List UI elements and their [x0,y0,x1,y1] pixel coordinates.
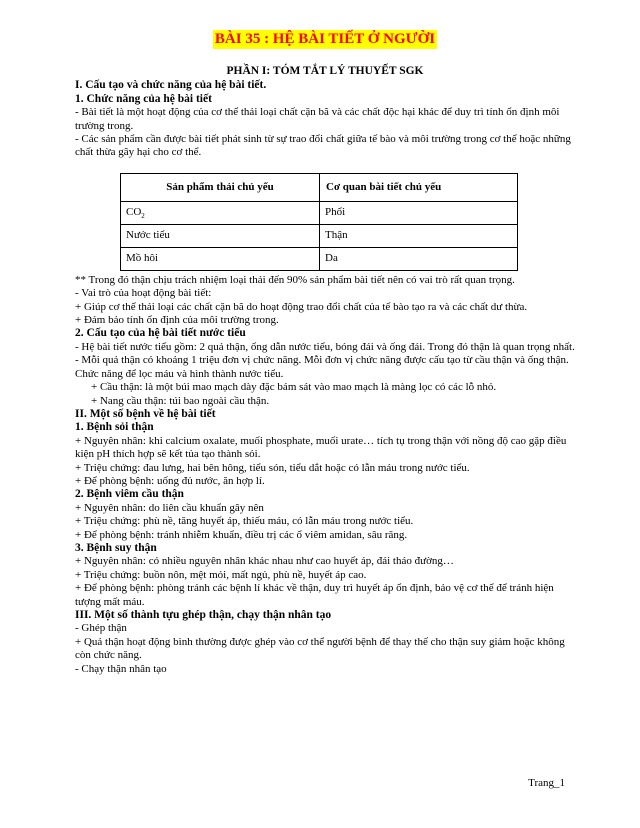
paragraph: - Bài tiết là một hoạt động của cơ thể thải loại chất cặn bã và các chất độc hại khác để duy trì tính ổn định môi trường trong. [75,106,560,132]
paragraph: + Nang cầu thận: túi bao ngoài cầu thận. [91,394,270,407]
table-cell: Thận [320,224,518,247]
paragraph: - Chạy thận nhân tạo [75,662,167,675]
section-heading-2: II. Một số bệnh về hệ bài tiết [75,407,216,420]
paragraph: + Cầu thận: là một búi mao mạch dày đặc bám sát vào mao mạch là màng lọc có các lỗ nhỏ. [91,381,497,394]
paragraph: - Ghép thận [75,622,127,635]
subsection-heading-2: 2. Cấu tạo của hệ bài tiết nước tiểu [75,327,246,340]
paragraph: + Nguyên nhân: khi calcium oxalate, muối phosphate, muối urate… tích tụ trong thận với nồng độ cao gặp điều kiện pH thích hợp sẽ kết tủa tạo thành sỏi. [75,434,567,461]
paragraph: + Để phòng bệnh: uống đủ nước, ăn hợp lí. [75,474,265,487]
subsection-heading-4: 2. Bệnh viêm cầu thận [75,488,184,501]
table-cell: Mồ hôi [121,247,320,270]
paragraph: + Triệu chứng: đau lưng, hai bên hông, tiểu són, tiểu dắt hoặc có lẫn máu trong nước tiểu. [75,461,470,474]
paragraph: + Quả thận hoạt động bình thường được ghép vào cơ thể người bệnh để thay thế cho thận suy giảm hoặc không còn chức năng. [75,635,565,662]
table-row [121,201,518,224]
paragraph: + Nguyên nhân: có nhiều nguyên nhân khác nhau như cao huyết áp, đái tháo đường… [75,555,454,568]
section-heading-1: I. Cấu tạo và chức năng của hệ bài tiết. [75,79,267,92]
table-cell: Da [320,247,518,270]
paragraph: + Đảm bảo tính ổn định của môi trường trong. [75,314,279,327]
subsection-heading-1: 1. Chức năng của hệ bài tiết [75,92,212,105]
table-row [121,247,518,270]
table-cell: $CO_2$ [121,201,320,224]
table-row [121,224,518,247]
table-header-organ: Cơ quan bài tiết chủ yếu [320,173,518,201]
part-heading: PHẦN I: TÓM TẮT LÝ THUYẾT SGK [226,65,424,77]
table-cell: Phổi [320,201,518,224]
paragraph: + Triệu chứng: buồn nôn, mệt mỏi, mất ngủ, phù nề, huyết áp cao. [75,568,367,581]
paragraph: - Mỗi quả thận có khoảng 1 triệu đơn vị chức năng. Mỗi đơn vị chức năng được cấu tạo từ cầu thận và ống thận. Chức năng để lọc máu và hình thành nước tiểu. [75,354,569,380]
paragraph: - Hệ bài tiết nước tiểu gồm: 2 quả thận, ống dẫn nước tiểu, bóng đái và ống đái. Trong đó thận là quan trọng nhất. [75,340,575,353]
section-heading-3: III. Một số thành tựu ghép thận, chạy thận nhân tạo [75,609,332,621]
paragraph: - Các sản phẩm cần được bài tiết phát sinh từ sự trao đổi chất giữa tế bào và môi trường trong cơ thể hoặc những chất thừa gây hại cho cơ thể. [75,133,571,159]
paragraph: + Nguyên nhân: do liên cầu khuẩn gây nên [75,501,264,514]
subsection-heading-5: 3. Bệnh suy thận [75,541,157,554]
paragraph: + Để phòng bệnh: tránh nhiễm khuẩn, điều trị các ổ viêm amidan, sâu răng. [75,528,408,541]
lesson-title: BÀI 35 : HỆ BÀI TIẾT Ở NGƯỜI [214,31,436,47]
table-header-product: Sản phẩm thải chủ yếu [121,173,320,201]
subsection-heading-3: 1. Bệnh sỏi thận [75,421,154,434]
paragraph: + Giúp cơ thể thải loại các chất cặn bã do hoạt động trao đổi chất của tế bào tạo ra và các chất dư thừa. [75,300,528,313]
page-number: Trang_1 [528,777,565,789]
paragraph: + Triệu chứng: phù nề, tăng huyết áp, thiếu máu, có lẫn máu trong nước tiểu. [75,515,414,528]
table-header-row [121,173,518,201]
table-cell: Nước tiểu [121,224,320,247]
paragraph: + Để phòng bệnh: phòng tránh các bệnh lí khác về thận, duy trì huyết áp ổn định, bảo vệ cơ thể để tránh hiện tượng mất máu. [75,582,554,608]
document-page [75,30,575,676]
paragraph: - Vai trò của hoạt động bài tiết: [75,287,212,300]
excretion-table [120,173,518,271]
paragraph: ** Trong đó thận chịu trách nhiệm loại thải đến 90% sản phẩm bài tiết nên có vai trò rất quan trọng. [75,273,515,286]
